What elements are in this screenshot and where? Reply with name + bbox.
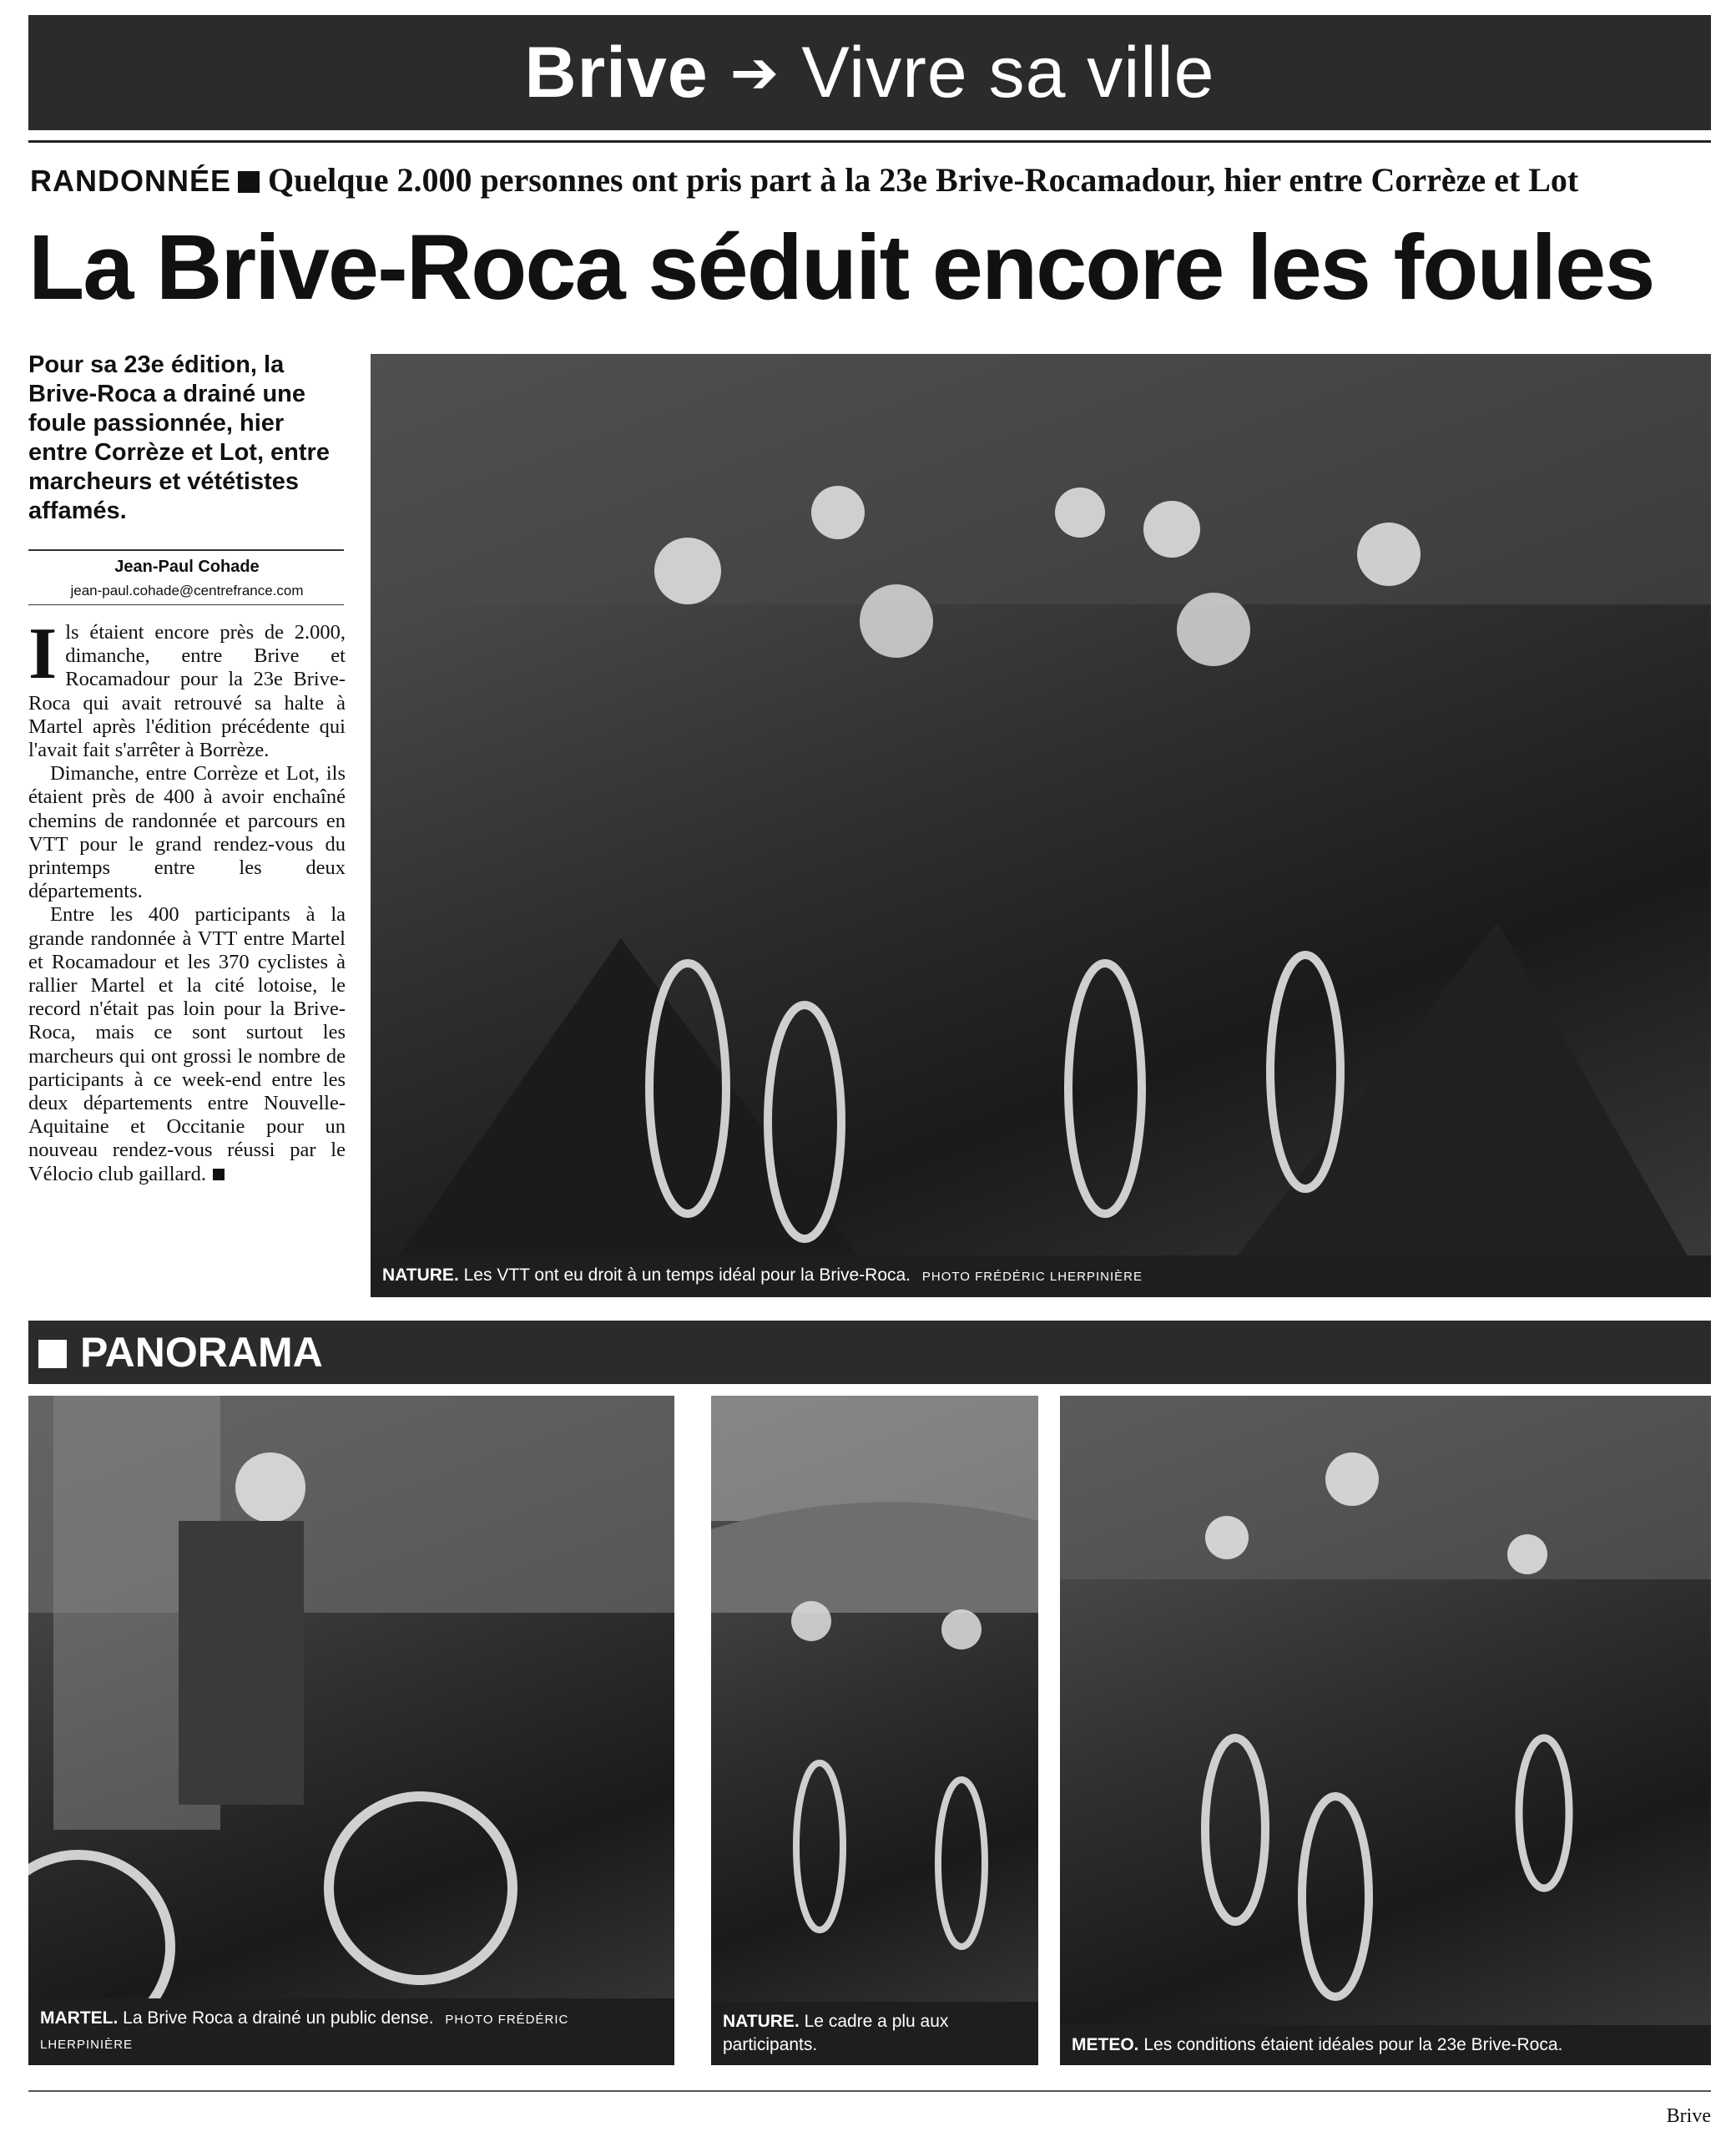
- panorama-photo-martel: [28, 1396, 674, 2065]
- chapo: Pour sa 23e édition, la Brive-Roca a drainé une foule passionnée, hier entre Corrèze et Lot, entre marcheurs et vététistes affamés.: [28, 351, 330, 524]
- headline: La Brive-Roca séduit encore les foules: [28, 216, 1654, 319]
- byline-rule: [28, 549, 344, 551]
- panorama-title: PANORAMA: [80, 1329, 323, 1376]
- body-paragraph: [28, 903, 346, 1185]
- section-header: [28, 15, 1711, 130]
- photo-caption-meteo: [1060, 2025, 1711, 2065]
- body-paragraph: [28, 614, 346, 762]
- kicker: [30, 160, 1708, 205]
- kicker-label: RANDONNÉE: [30, 164, 232, 198]
- panorama-photo-nature: [711, 1396, 1038, 2065]
- byline-email[interactable]: jean-paul.cohade@centrefrance.com: [70, 583, 304, 599]
- body-text: Entre les 400 participants à la grande randonnée à VTT entre Martel et Rocamadour et les 370 cyclistes à rallier Martel et la cité lotoise, le record n'était pas loin pour la Brive-Roca, mais ce sont surtout les marcheurs qui ont grossi le nombre de participants à ce week-end entre les deux départements entre Nouvelle-Aquitaine et Occitanie pour un nouveau rendez-vous réussi par le Vélocio club gaillard.: [28, 903, 346, 1185]
- caption-label: MARTEL.: [40, 2008, 119, 2028]
- panorama-photo-meteo: [1060, 1396, 1711, 2065]
- photo-credit: PHOTO FRÉDÉRIC LHERPINIÈRE: [40, 2013, 569, 2052]
- landscape-cyclists-photo-icon: [711, 1396, 1038, 2065]
- street-cyclist-photo-icon: [28, 1396, 674, 2065]
- caption-label: NATURE.: [382, 1265, 459, 1285]
- main-photo: [371, 354, 1711, 1297]
- caption-text: Le cadre a plu aux participants.: [723, 2012, 949, 2054]
- body-paragraph: Dimanche, entre Corrèze et Lot, ils étaient près de 400 à avoir enchaîné chemins de randonnée et parcours en VTT pour le grand rendez-vous du printemps entre les deux départements.: [28, 762, 346, 903]
- end-mark-icon: [213, 1169, 225, 1180]
- cyclists-photo-icon: [371, 354, 1711, 1297]
- caption-text: La Brive Roca a drainé un public dense.: [123, 2008, 434, 2028]
- caption-label: METEO.: [1072, 2035, 1139, 2054]
- subsection-name: Vivre sa ville: [801, 32, 1215, 113]
- main-photo-caption: [371, 1255, 1711, 1297]
- square-bullet-icon: [238, 171, 260, 193]
- forest-cyclists-photo-icon: [1060, 1396, 1711, 2065]
- panorama-header: [28, 1321, 1711, 1384]
- kicker-text: Quelque 2.000 personnes ont pris part à la 23e Brive-Rocamadour, hier entre Corrèze et Lot: [268, 161, 1579, 199]
- caption-label: NATURE.: [723, 2012, 800, 2031]
- square-bullet-icon: [38, 1340, 67, 1368]
- caption-text: Les conditions étaient idéales pour la 23e Brive-Roca.: [1143, 2035, 1563, 2054]
- byline-author: Jean-Paul Cohade: [114, 558, 260, 576]
- photo-credit: PHOTO FRÉDÉRIC LHERPINIÈRE: [921, 1270, 1143, 1284]
- footer-rule: [28, 2090, 1711, 2092]
- article-body: [28, 614, 346, 1186]
- body-text: ls étaient encore près de 2.000, dimanche, entre Brive et Rocamadour pour la 23e Brive-Roca qui avait retrouvé sa halte à Martel après l'édition précédente qui l'avait fait s'arrêter à Borrèze.: [28, 621, 346, 762]
- photo-caption-martel: [28, 1998, 674, 2065]
- header-rule: [28, 140, 1711, 143]
- caption-text: Les VTT ont eu droit à un temps idéal pour la Brive-Roca.: [463, 1265, 911, 1285]
- dropcap: I: [28, 614, 58, 695]
- byline-rule-bottom: [28, 604, 344, 605]
- photo-caption-nature: [711, 2002, 1038, 2065]
- footer-section-name: Brive: [1666, 2105, 1711, 2127]
- section-name: Brive: [524, 32, 709, 113]
- arrow-right-icon: ➔: [729, 40, 780, 105]
